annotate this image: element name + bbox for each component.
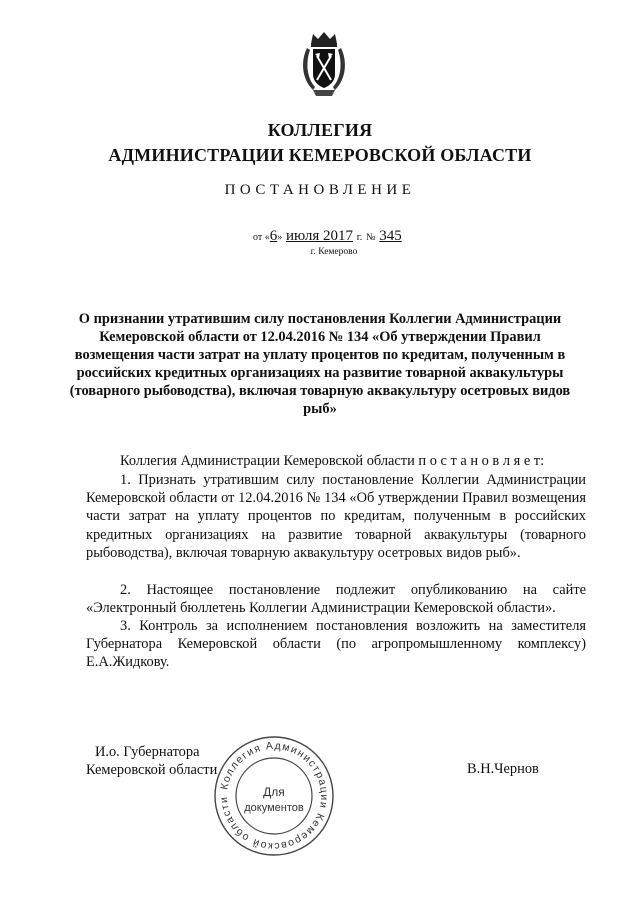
org-name-line1: КОЛЛЕГИЯ [267,120,373,140]
stamp-seal [212,734,336,858]
body-item-1: 1. Признать утратившим силу постановление Коллегии Администрации Кемеровской области от 12.04.2016 № 134 «Об утверждении Правил возмещения части затрат на уплату процентов по кредитам, полученным в российских кредитных организациях на развитие товарной аквакультуры (товарного рыбоводства), включая товарную аквакультуру осетровых видов рыб». [86,472,586,561]
document-title: О признании утратившим силу постановления Коллегии Администрации Кемеровской области от 12.04.2016 № 134 «Об утверждении Правил возмещения части затрат на уплату процентов по кредитам, полученным в российских кредитных организациях на развитие товарной аквакультуры (товарного рыбоводства), включая товарную аквакультуру осетровых видов рыб» [69,311,571,417]
document-type: ПОСТАНОВЛЕНИЕ [224,182,416,198]
org-name-line2: АДМИНИСТРАЦИИ КЕМЕРОВСКОЙ ОБЛАСТИ [108,145,532,165]
signer-name: В.Н.Чернов [467,761,539,777]
body-intro: Коллегия Администрации Кемеровской области п о с т а н о в л я е т: [120,453,545,469]
date-month-year: июля 2017 [286,228,353,244]
number-label: № [365,232,376,243]
date-line [253,228,402,245]
date-mid: » [277,232,283,243]
stamp-ring-text: Коллегия Администрации Кемеровской области [217,739,331,853]
kemerovo-coat-of-arms-icon [299,30,349,100]
body-item-3: 3. Контроль за исполнением постановления возложить на заместителя Губернатора Кемеровской области (по агропромышленному комплексу) Е.А.Жидкову. [86,618,586,671]
signer-position-line1: И.о. Губернатора [95,744,200,760]
signer-position-line2: Кемеровской области [86,762,218,778]
date-day: 6 [269,228,278,244]
stamp-center-line2: документов [244,802,304,814]
stamp-center-line1: Для [263,785,285,799]
date-prefix: от « [253,232,270,243]
document-number: 345 [379,228,402,244]
date-year-suffix: г. [356,232,363,243]
body-item-2: 2. Настоящее постановление подлежит опубликованию на сайте «Электронный бюллетень Коллегии Администрации Кемеровской области». [86,582,586,617]
city: г. Кемерово [310,247,358,257]
